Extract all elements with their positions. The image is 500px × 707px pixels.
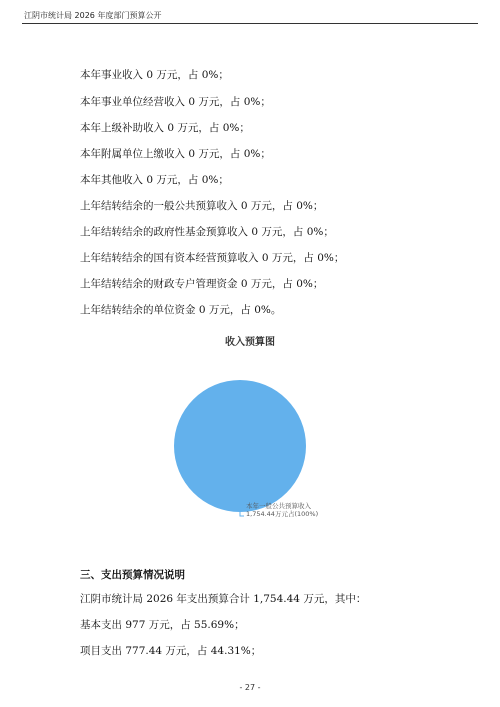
pie-label-leader-line bbox=[240, 512, 244, 516]
income-line: 本年事业收入 0 万元，占 0%； bbox=[80, 69, 229, 81]
section-title: 三、支出预算情况说明 bbox=[80, 569, 185, 581]
pie-slice-general-budget bbox=[174, 380, 306, 512]
expenditure-line: 基本支出 977 万元，占 55.69%； bbox=[80, 619, 245, 631]
income-pie-chart bbox=[150, 360, 350, 520]
income-line: 本年事业单位经营收入 0 万元，占 0%； bbox=[80, 96, 271, 108]
income-line: 上年结转结余的一般公共预算收入 0 万元，占 0%； bbox=[80, 200, 324, 212]
income-line: 本年上级补助收入 0 万元，占 0%； bbox=[80, 122, 250, 134]
income-line: 本年附属单位上缴收入 0 万元，占 0%； bbox=[80, 148, 271, 160]
expenditure-line: 江阴市统计局 2026 年支出预算合计 1,754.44 万元，其中： bbox=[80, 593, 367, 605]
chart-title: 收入预算图 bbox=[225, 337, 275, 348]
income-line: 上年结转结余的单位资金 0 万元，占 0%。 bbox=[80, 304, 282, 316]
document-header: 江阴市统计局 2026 年度部门预算公开 bbox=[24, 11, 162, 20]
income-line: 上年结转结余的政府性基金预算收入 0 万元，占 0%； bbox=[80, 226, 334, 238]
income-line: 上年结转结余的财政专户管理资金 0 万元，占 0%； bbox=[80, 278, 324, 290]
income-line: 上年结转结余的国有资本经营预算收入 0 万元，占 0%； bbox=[80, 252, 345, 264]
page-number: - 27 - bbox=[239, 683, 261, 692]
pie-label-value: 1,754.44万元占(100%) bbox=[246, 510, 319, 518]
income-line: 本年其他收入 0 万元，占 0%； bbox=[80, 174, 229, 186]
header-divider bbox=[22, 23, 478, 24]
expenditure-line: 项目支出 777.44 万元，占 44.31%； bbox=[80, 645, 262, 657]
pie-label-name: 本年一般公共预算收入 bbox=[246, 502, 311, 510]
